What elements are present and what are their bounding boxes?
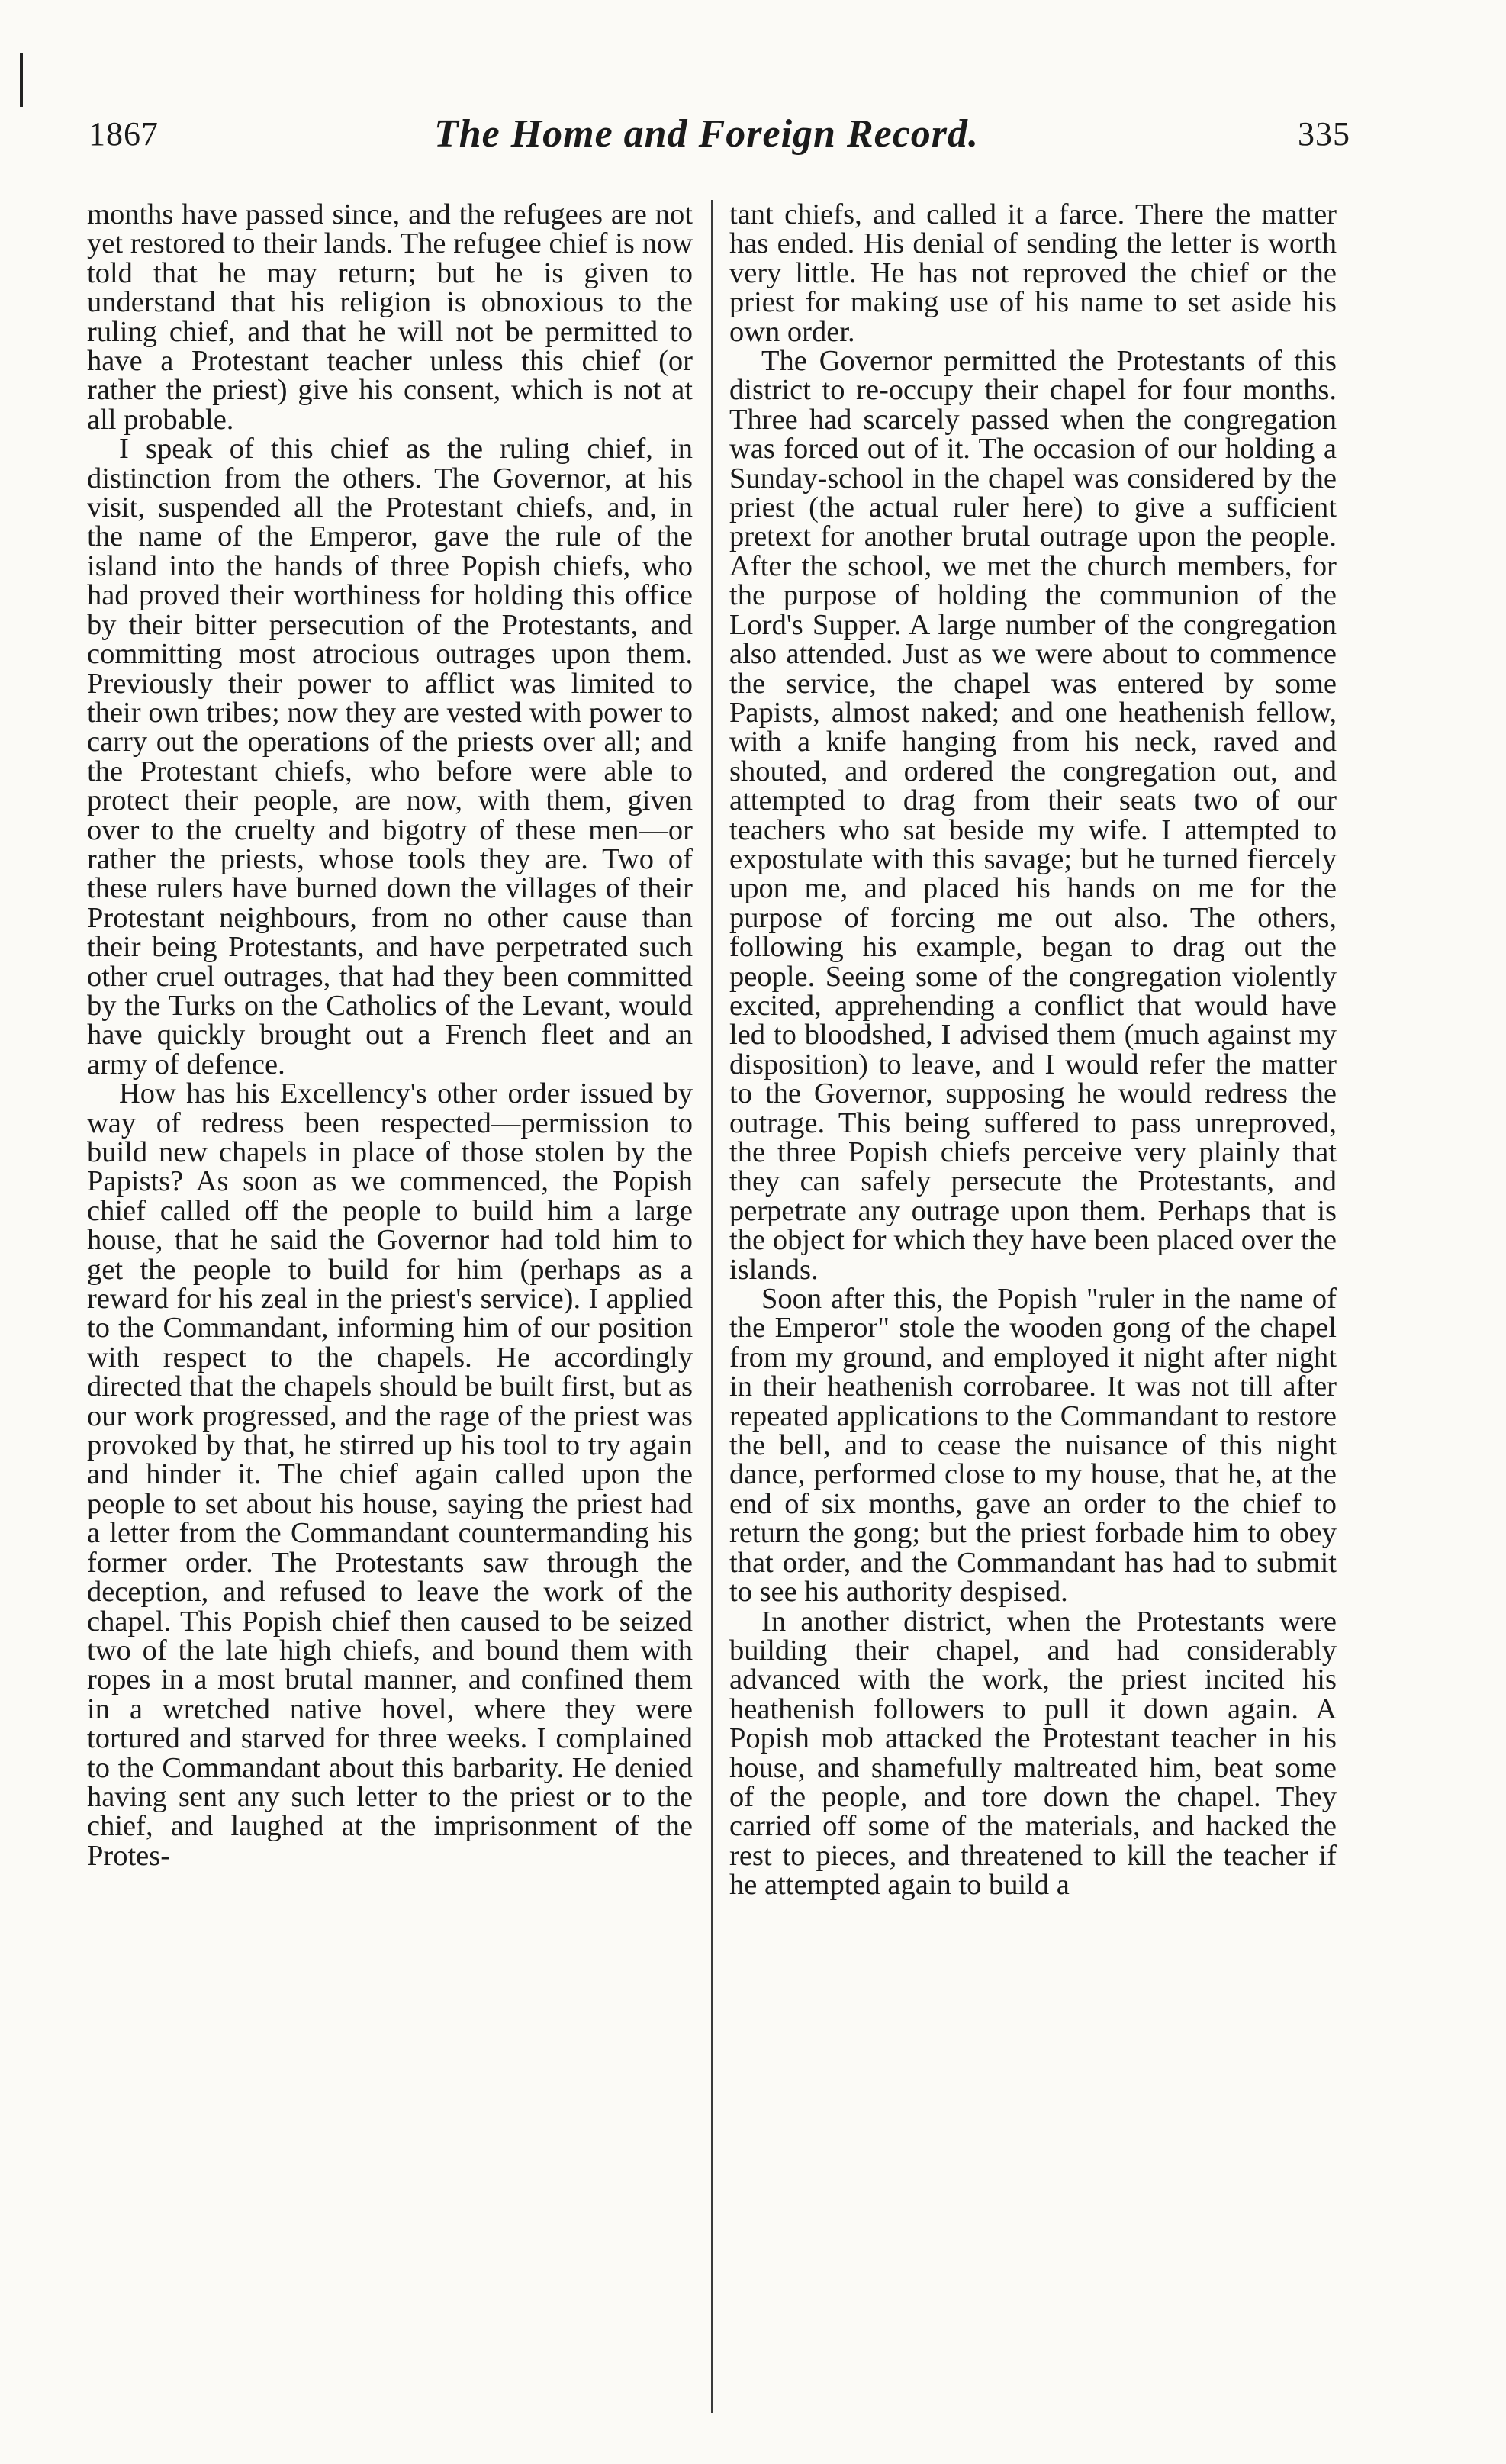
- right-column: [729, 200, 1337, 2428]
- column-divider: [711, 200, 713, 2413]
- right-paragraph-1: tant chiefs, and called it a farce. There the matter has ended. His denial of sending the letter is worth very little. He has not reproved the chief or the priest for making use of his name to set aside his own order.: [729, 200, 1337, 348]
- right-paragraph-2: The Governor permitted the Protestants of this district to re-occupy their chapel for four months. Three had scarcely passed when the congregation was forced out of it. The occasion of our holding a Sunday-school in the chapel was considered by the priest (the actual ruler here) to give a sufficient pretext for another brutal outrage upon the people. After the school, we met the church members, for the purpose of holding the communion of the Lord's Supper. A large number of the congregation also attended. Just as we were about to commence the service, the chapel was entered by some Papists, almost naked; and one heathenish fellow, with a knife hanging from his neck, raved and shouted, and ordered the congregation out, and attempted to drag from their seats two of our teachers who sat beside my wife. I attempted to expostulate with this savage; but he turned fiercely upon me, and placed his hands on me for the purpose of forcing me out also. The others, following his example, began to drag out the people. Seeing some of the congregation violently excited, apprehending a conflict that would have led to bloodshed, I advised them (much against my disposition) to leave, and I would refer the matter to the Governor, supposing he would redress the outrage. This being suffered to pass unreproved, the three Popish chiefs perceive very plainly that they can safely persecute the Protestants, and perpetrate any outrage upon them. Perhaps that is the object for which they have been placed over the islands.: [729, 345, 1337, 1286]
- page-header: [73, 112, 1350, 176]
- left-paragraph-2: I speak of this chief as the ruling chief, in distinction from the others. The Governor, at his visit, suspended all the Protestant chiefs, and, in the name of the Emperor, gave the rule of the island into the hands of three Popish chiefs, who had proved their worthiness for holding this office by their bitter persecution of the Protestants, and committing most atrocious outrages upon them. Previously their power to afflict was limited to their own tribes; now they are vested with power to carry out the operations of the priests over all; and the Protestant chiefs, who before were able to protect their people, are now, with them, given over to the cruelty and bigotry of these men—or rather the priests, whose tools they are. Two of these rulers have burned down the villages of their Protestant neighbours, from no other cause than their being Protestants, and have perpetrated such other cruel outrages, that had they been committed by the Turks on the Catholics of the Levant, would have quickly brought out a French fleet and an army of defence.: [87, 433, 693, 1081]
- header-year: 1867: [88, 115, 159, 153]
- header-page-number: 335: [1298, 115, 1350, 153]
- edge-mark: [20, 53, 23, 107]
- left-paragraph-1: months have passed since, and the refugees are not yet restored to their lands. The refugee chief is now told that he may return; but he is given to understand that his religion is obnoxious to the ruling chief, and that he will not be permitted to have a Protestant teacher unless this chief (or rather the priest) give his consent, which is not at all probable.: [87, 200, 693, 436]
- left-paragraph-3: How has his Excellency's other order issued by way of redress been respected—permission to build new chapels in place of those stolen by the Papists? As soon as we commenced, the Popish chief called off the people to build him a large house, that he said the Governor had told him to get the people to build for him (perhaps as a reward for his zeal in the priest's service). I applied to the Commandant, informing him of our position with respect to the chapels. He accordingly directed that the chapels should be built first, but as our work progressed, and the rage of the priest was provoked by that, he stirred up his tool to try again and hinder it. The chief again called upon the people to set about his house, saying the priest had a letter from the Commandant countermanding his former order. The Protestants saw through the deception, and refused to leave the work of the chapel. This Popish chief then caused to be seized two of the late high chiefs, and bound them with ropes in a most brutal manner, and confined them in a wretched native hovel, where they were tortured and starved for three weeks. I complained to the Commandant about this barbarity. He denied having sent any such letter to the priest or to the chief, and laughed at the imprisonment of the Protes-: [87, 1077, 693, 1872]
- left-column: [87, 200, 693, 2428]
- right-paragraph-4: In another district, when the Protestants were building their chapel, and had considerably advanced with the work, the priest incited his heathenish followers to pull it down again. A Popish mob attacked the Protestant teacher in his house, and shamefully maltreated him, beat some of the people, and tore down the chapel. They carried off some of the materials, and hacked the rest to pieces, and threatened to kill the teacher if he attempted again to build a: [729, 1605, 1337, 1902]
- header-title: The Home and Foreign Record.: [433, 112, 980, 156]
- right-paragraph-3: Soon after this, the Popish "ruler in the name of the Emperor" stole the wooden gong of the chapel from my ground, and employed it night after night in their heathenish corrobaree. It was not till after repeated applications to the Commandant to restore the bell, and to cease the nuisance of this night dance, performed close to my house, that he, at the end of six months, gave an order to the chief to return the gong; but the priest forbade him to obey that order, and the Commandant has had to submit to see his authority despised.: [729, 1283, 1337, 1609]
